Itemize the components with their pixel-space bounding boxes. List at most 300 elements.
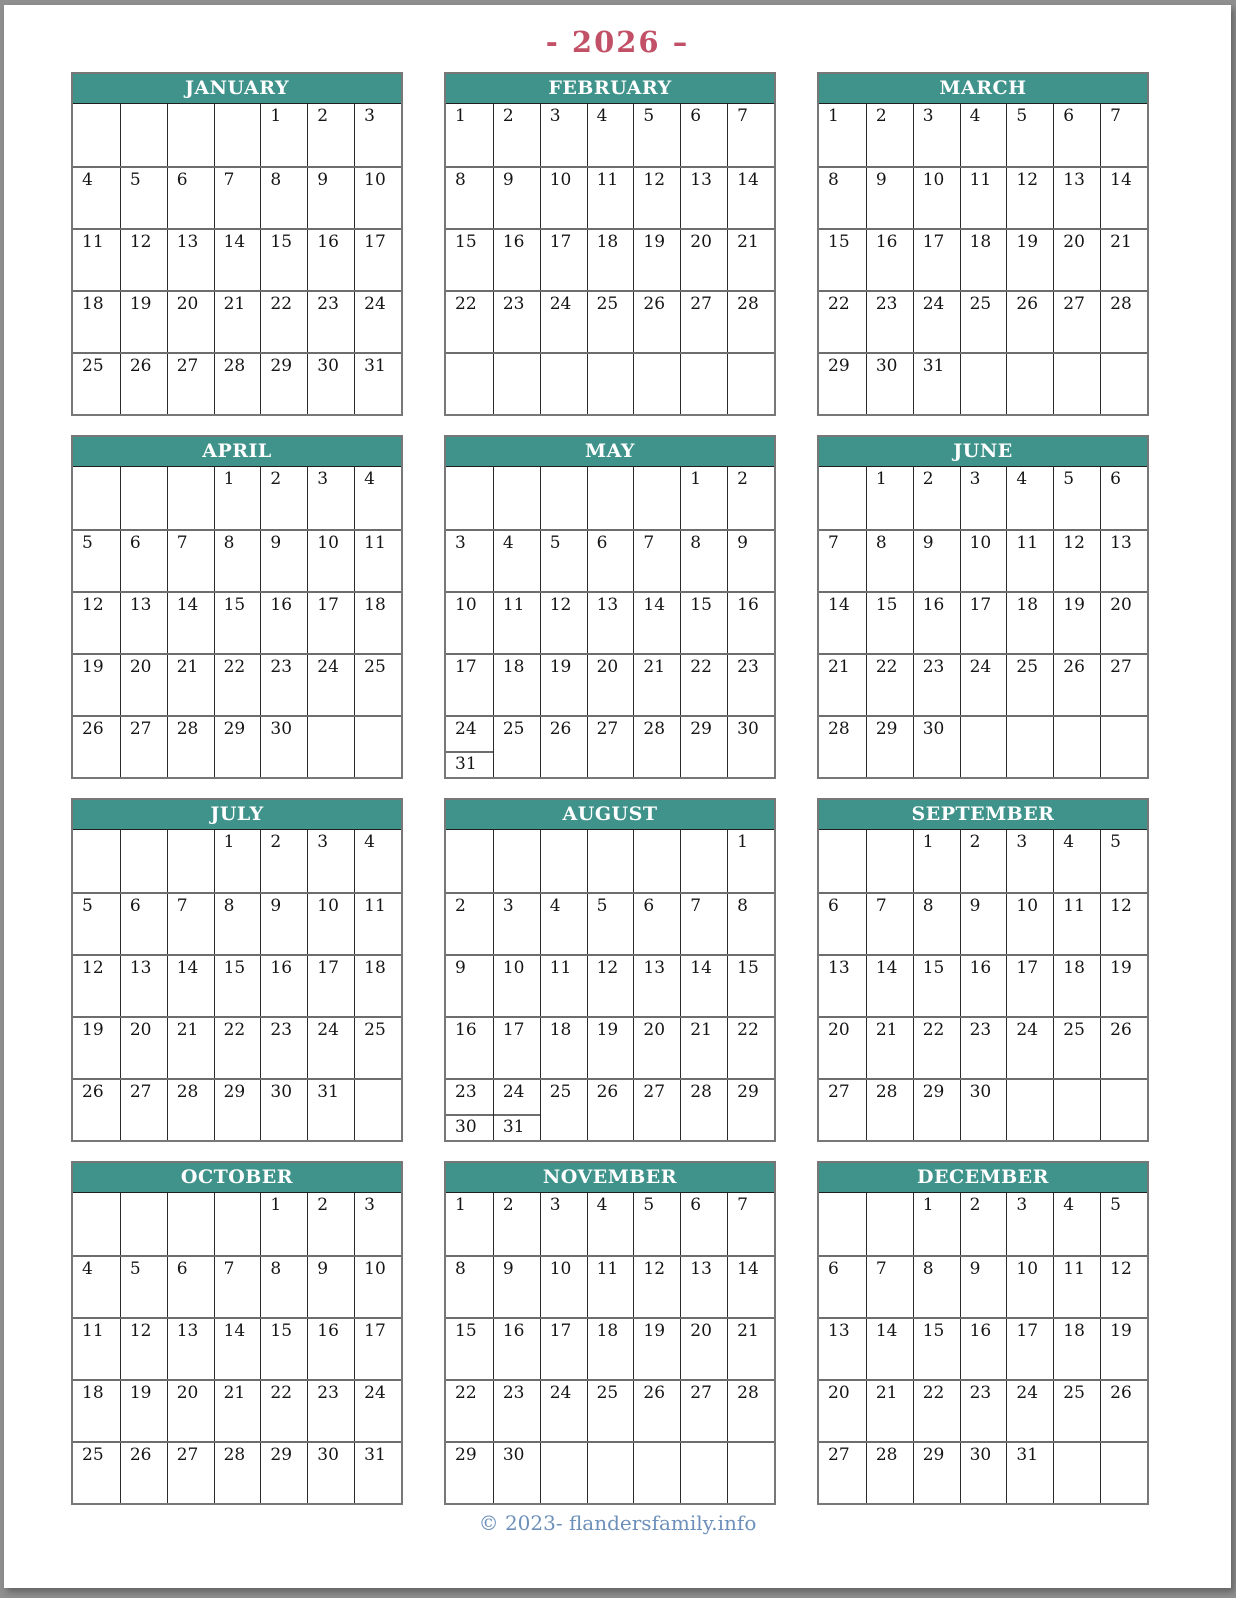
day-cell-empty: [680, 354, 727, 414]
day-number: 6: [690, 1195, 702, 1215]
day-cell-empty: [1006, 354, 1053, 414]
day-number: 26: [643, 294, 666, 314]
day-number: 8: [455, 170, 466, 190]
day-cell: [120, 230, 167, 290]
day-cell: [307, 1080, 354, 1140]
day-cell: [960, 1443, 1007, 1503]
day-number: 28: [176, 1082, 199, 1102]
day-cell: [214, 1080, 261, 1140]
day-cell: [214, 467, 261, 529]
day-number: 3: [364, 1195, 375, 1215]
day-cell: [260, 1080, 307, 1140]
day-cell: [214, 1257, 261, 1317]
day-number: 14: [1110, 170, 1132, 190]
day-cell-empty: [1053, 717, 1100, 777]
day-cell: [1100, 593, 1147, 653]
week-row: [446, 104, 774, 166]
day-number: 29: [737, 1082, 759, 1102]
day-cell: [960, 956, 1007, 1016]
day-number: 18: [1063, 1321, 1085, 1341]
day-cell: [1053, 1018, 1100, 1078]
day-number: 11: [364, 896, 386, 916]
month-may: [444, 435, 776, 779]
day-number: 6: [176, 1259, 188, 1279]
day-number: 6: [129, 533, 141, 553]
calendar-page: [4, 5, 1231, 1588]
day-cell: [167, 531, 214, 591]
day-number: 24: [364, 294, 386, 314]
day-cell: [307, 894, 354, 954]
day-cell: [1100, 830, 1147, 892]
day-number: 15: [270, 1321, 293, 1341]
day-number: 12: [643, 170, 666, 190]
day-cell: [354, 1443, 401, 1503]
day-number: 12: [549, 595, 572, 615]
day-cell: [866, 1319, 913, 1379]
day-cell: [260, 104, 307, 166]
day-number: 27: [1110, 657, 1132, 677]
day-number: 6: [828, 896, 839, 916]
day-number: 23: [969, 1383, 992, 1403]
day-cell-empty: [73, 1193, 120, 1255]
day-number: 29: [875, 719, 898, 739]
day-number: 19: [129, 294, 152, 314]
day-number: 25: [364, 1020, 386, 1040]
week-row: [819, 892, 1147, 954]
day-cell: [587, 1257, 634, 1317]
day-number: 29: [455, 1445, 477, 1465]
day-cell: [1053, 104, 1100, 166]
day-cell: [633, 717, 680, 777]
day-number: 10: [317, 896, 339, 916]
day-number: 31: [364, 1445, 386, 1465]
day-number: 13: [690, 1259, 712, 1279]
day-number: 5: [549, 533, 561, 553]
day-cell: [1006, 1257, 1053, 1317]
day-number: 26: [82, 1082, 104, 1102]
day-number: 5: [596, 896, 608, 916]
day-cell-empty: [680, 830, 727, 892]
day-cell: [913, 894, 960, 954]
day-cell: [354, 1319, 401, 1379]
month-header: AUGUST: [446, 800, 774, 830]
day-number: 2: [922, 469, 934, 489]
day-number: 18: [1016, 595, 1039, 615]
day-cell: [866, 894, 913, 954]
day-cell: [866, 104, 913, 166]
day-number: 21: [737, 232, 759, 252]
day-number: 19: [1016, 232, 1039, 252]
day-number: 8: [690, 533, 702, 553]
day-number: 27: [176, 356, 199, 376]
day-number: 15: [828, 232, 850, 252]
day-number: 7: [176, 896, 188, 916]
day-cell: [960, 1080, 1007, 1140]
day-number: 5: [1016, 106, 1028, 126]
day-number: 12: [1016, 170, 1039, 190]
day-cell: [354, 1018, 401, 1078]
week-row: [73, 1379, 401, 1441]
day-number: 6: [176, 170, 188, 190]
day-number: 23: [969, 1020, 992, 1040]
day-number: 23: [455, 1082, 477, 1102]
day-cell-empty: [307, 717, 354, 777]
day-number: 20: [828, 1020, 850, 1040]
day-number: 10: [364, 1259, 386, 1279]
day-number: 20: [690, 232, 712, 252]
week-row: [73, 166, 401, 228]
day-number: 4: [1063, 1195, 1075, 1215]
day-cell: [260, 655, 307, 715]
day-number: 14: [828, 595, 850, 615]
day-number: 30: [969, 1082, 992, 1102]
day-cell: [960, 1018, 1007, 1078]
day-cell: [1006, 230, 1053, 290]
day-cell: [913, 104, 960, 166]
day-number: 23: [922, 657, 945, 677]
day-number: 27: [176, 1445, 199, 1465]
day-number: 1: [270, 106, 282, 126]
day-cell: [1100, 1319, 1147, 1379]
day-number: 26: [549, 719, 572, 739]
week-row: [819, 1255, 1147, 1317]
day-cell: [680, 230, 727, 290]
day-number: 7: [875, 1259, 887, 1279]
overflow-day-cell: [446, 751, 493, 777]
day-number: 25: [969, 294, 992, 314]
day-cell: [819, 717, 866, 777]
day-cell: [913, 292, 960, 352]
day-cell: [680, 467, 727, 529]
day-cell: [260, 1319, 307, 1379]
day-cell: [960, 894, 1007, 954]
day-cell: [493, 956, 540, 1016]
day-cell-empty: [587, 467, 634, 529]
day-number: 19: [82, 657, 104, 677]
month-header: FEBRUARY: [446, 74, 774, 104]
day-number: 22: [223, 657, 246, 677]
day-number: 24: [502, 1082, 525, 1102]
day-number: 3: [502, 896, 514, 916]
day-cell: [680, 593, 727, 653]
month-header: MAY: [446, 437, 774, 467]
day-cell: [1053, 655, 1100, 715]
day-cell: [866, 655, 913, 715]
month-july: [71, 798, 403, 1142]
day-cell: [633, 1018, 680, 1078]
day-number: 12: [596, 958, 619, 978]
day-number: 17: [502, 1020, 525, 1040]
day-number: 10: [455, 595, 477, 615]
day-number: 2: [737, 469, 748, 489]
day-cell: [446, 1080, 493, 1140]
day-number: 10: [922, 170, 945, 190]
day-number: 15: [922, 1321, 945, 1341]
day-cell: [680, 956, 727, 1016]
day-number: 12: [1063, 533, 1085, 553]
day-cell-top: [446, 1080, 493, 1114]
day-cell: [446, 1443, 493, 1503]
day-number: 29: [690, 719, 712, 739]
week-row: [446, 1016, 774, 1078]
month-august: [444, 798, 776, 1142]
overflow-day-cell: [494, 1114, 540, 1140]
day-number: 21: [223, 1383, 246, 1403]
day-number: 11: [502, 595, 525, 615]
day-cell: [866, 354, 913, 414]
day-number: 26: [82, 719, 104, 739]
day-cell: [73, 168, 120, 228]
day-cell: [307, 292, 354, 352]
day-number: 18: [549, 1020, 572, 1040]
day-number: 18: [364, 595, 386, 615]
day-cell: [727, 894, 774, 954]
day-cell: [819, 1080, 866, 1140]
day-cell: [167, 1018, 214, 1078]
week-row: [446, 529, 774, 591]
day-number: 6: [596, 533, 608, 553]
month-header: JUNE: [819, 437, 1147, 467]
week-row: [73, 290, 401, 352]
day-cell-empty: [120, 104, 167, 166]
day-cell-empty: [120, 467, 167, 529]
day-cell: [913, 1018, 960, 1078]
day-cell: [73, 531, 120, 591]
day-cell: [1100, 104, 1147, 166]
day-cell: [307, 1381, 354, 1441]
day-number: 15: [270, 232, 293, 252]
day-cell: [1006, 292, 1053, 352]
week-row: [819, 954, 1147, 1016]
day-number: 27: [129, 1082, 152, 1102]
day-number: 18: [82, 294, 104, 314]
day-number: 9: [737, 533, 748, 553]
day-number: 10: [1016, 896, 1039, 916]
day-number: 21: [875, 1020, 898, 1040]
day-cell-empty: [540, 830, 587, 892]
week-row: [819, 591, 1147, 653]
day-number: 14: [176, 595, 199, 615]
day-cell: [167, 894, 214, 954]
week-row: [819, 529, 1147, 591]
day-cell: [260, 1193, 307, 1255]
day-number: 17: [364, 1321, 386, 1341]
week-row: [73, 1078, 401, 1140]
day-cell-empty: [866, 830, 913, 892]
day-cell-empty: [167, 467, 214, 529]
day-cell: [167, 717, 214, 777]
day-number: 16: [270, 595, 293, 615]
day-cell: [260, 292, 307, 352]
day-number: 2: [875, 106, 887, 126]
day-cell: [167, 1319, 214, 1379]
day-cell: [819, 230, 866, 290]
day-cell: [819, 894, 866, 954]
day-number: 20: [643, 1020, 666, 1040]
day-number: 18: [82, 1383, 104, 1403]
day-number: 11: [1063, 1259, 1085, 1279]
day-number: 10: [549, 170, 572, 190]
day-number: 13: [828, 1321, 850, 1341]
day-number: 16: [502, 1321, 525, 1341]
day-cell: [260, 467, 307, 529]
month-march: [817, 72, 1149, 416]
day-cell: [633, 1319, 680, 1379]
day-cell: [633, 104, 680, 166]
day-cell: [1006, 531, 1053, 591]
day-cell: [866, 1443, 913, 1503]
day-cell: [1006, 956, 1053, 1016]
week-row: [819, 653, 1147, 715]
day-cell: [960, 1257, 1007, 1317]
day-cell: [1100, 292, 1147, 352]
day-cell: [1006, 894, 1053, 954]
day-number: 16: [317, 1321, 339, 1341]
week-row: [446, 892, 774, 954]
day-number: 3: [455, 533, 466, 553]
day-number: 29: [828, 356, 850, 376]
day-cell: [913, 230, 960, 290]
week-row: [73, 1317, 401, 1379]
day-number: 18: [596, 232, 619, 252]
day-cell-empty: [1053, 1443, 1100, 1503]
day-number: 28: [223, 1445, 246, 1465]
day-cell: [260, 894, 307, 954]
day-cell: [446, 717, 493, 777]
day-cell: [866, 168, 913, 228]
day-cell-empty: [819, 467, 866, 529]
day-number: 28: [875, 1445, 898, 1465]
week-row: [73, 352, 401, 414]
day-number: 16: [502, 232, 525, 252]
day-number: 3: [1016, 832, 1028, 852]
day-cell: [1100, 894, 1147, 954]
day-cell: [680, 717, 727, 777]
day-number: 15: [737, 958, 759, 978]
day-cell: [1053, 1319, 1100, 1379]
day-number: 3: [1016, 1195, 1028, 1215]
day-cell-empty: [587, 354, 634, 414]
day-cell-empty: [1100, 717, 1147, 777]
day-cell: [73, 1080, 120, 1140]
day-number: 2: [317, 1195, 329, 1215]
day-cell: [540, 168, 587, 228]
week-row: [819, 1441, 1147, 1503]
day-cell: [446, 593, 493, 653]
month-header: JANUARY: [73, 74, 401, 104]
day-cell: [493, 230, 540, 290]
week-row: [819, 1016, 1147, 1078]
day-cell: [680, 1018, 727, 1078]
day-cell-empty: [354, 1080, 401, 1140]
day-cell: [73, 894, 120, 954]
week-row: [819, 1078, 1147, 1140]
day-cell-empty: [633, 354, 680, 414]
day-cell: [214, 1443, 261, 1503]
day-cell: [960, 292, 1007, 352]
month-april: [71, 435, 403, 779]
day-number: 16: [317, 232, 339, 252]
day-number: 16: [455, 1020, 477, 1040]
day-number: 2: [502, 1195, 514, 1215]
day-number: 20: [828, 1383, 850, 1403]
day-cell: [819, 655, 866, 715]
day-cell: [727, 1319, 774, 1379]
day-cell: [587, 1193, 634, 1255]
day-cell: [73, 292, 120, 352]
day-number: 19: [1063, 595, 1085, 615]
day-cell-top: [446, 717, 493, 751]
day-cell-empty: [493, 354, 540, 414]
day-number: 28: [643, 719, 666, 739]
day-number: 5: [1063, 469, 1075, 489]
day-number: 5: [129, 170, 141, 190]
day-cell-empty: [354, 717, 401, 777]
day-number: 16: [922, 595, 945, 615]
day-number: 12: [1110, 1259, 1132, 1279]
day-number: 28: [737, 1383, 759, 1403]
day-number: 25: [1063, 1020, 1085, 1040]
day-number: 29: [223, 1082, 246, 1102]
week-row: [73, 1255, 401, 1317]
day-number: 11: [82, 232, 104, 252]
day-number: 22: [922, 1020, 945, 1040]
day-number: 26: [643, 1383, 666, 1403]
day-number: 13: [176, 232, 199, 252]
day-cell: [167, 655, 214, 715]
week-row: [819, 166, 1147, 228]
day-number: 17: [549, 232, 572, 252]
day-cell: [727, 830, 774, 892]
day-number: 2: [969, 832, 981, 852]
week-row: [73, 228, 401, 290]
day-cell: [446, 531, 493, 591]
day-cell: [307, 531, 354, 591]
day-cell: [73, 1443, 120, 1503]
day-cell-empty: [633, 1443, 680, 1503]
day-cell: [960, 531, 1007, 591]
day-number: 16: [875, 232, 898, 252]
day-number: 24: [455, 719, 477, 739]
day-cell: [913, 956, 960, 1016]
day-number: 9: [969, 1259, 981, 1279]
day-cell: [960, 230, 1007, 290]
day-number: 4: [82, 170, 93, 190]
day-number: 7: [737, 1195, 748, 1215]
week-row: [73, 715, 401, 777]
day-cell: [633, 1257, 680, 1317]
day-cell: [167, 1443, 214, 1503]
day-cell: [680, 1080, 727, 1140]
day-cell: [260, 830, 307, 892]
day-number: 15: [922, 958, 945, 978]
day-cell: [260, 354, 307, 414]
week-row: [446, 954, 774, 1016]
day-number: 20: [176, 294, 199, 314]
day-cell: [540, 655, 587, 715]
week-row: [819, 467, 1147, 529]
day-number: 28: [690, 1082, 712, 1102]
day-number: 1: [922, 1195, 934, 1215]
day-number: 7: [223, 1259, 235, 1279]
day-number: 7: [875, 896, 887, 916]
day-cell: [1100, 1257, 1147, 1317]
day-number: 20: [1063, 232, 1085, 252]
day-cell: [307, 230, 354, 290]
day-number: 30: [317, 1445, 339, 1465]
day-number: 17: [1016, 958, 1039, 978]
week-row: [73, 1193, 401, 1255]
